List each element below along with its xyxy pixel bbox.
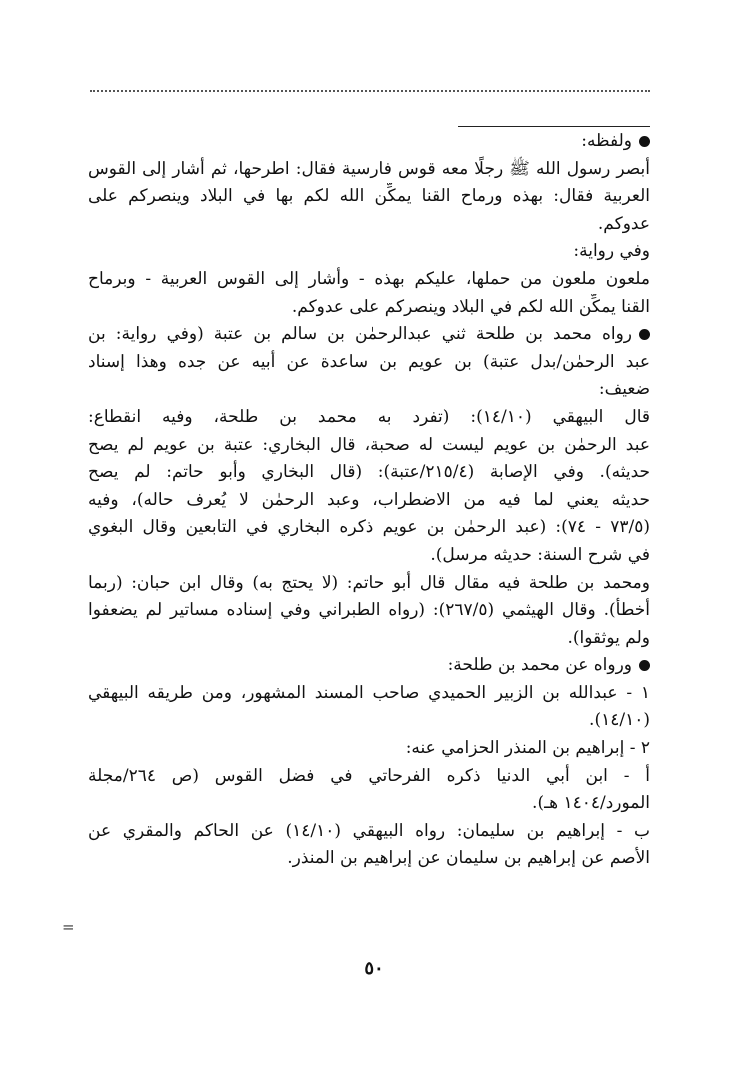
- text-line: [88, 652, 650, 680]
- text-line: [88, 294, 650, 322]
- side-mark: =: [62, 918, 75, 936]
- text-line: [88, 211, 650, 239]
- bullet-icon: [639, 660, 650, 671]
- bullet-icon: [639, 136, 650, 147]
- text-line: [88, 542, 650, 570]
- text-line: [88, 128, 650, 156]
- line-text: (٧٣/٥ - ٧٤): (عبد الرحمٰن بن عويم ذكره البخاري في التابعين وقال البغوي: [88, 517, 650, 538]
- line-text: ١ - عبدالله بن الزبير الحميدي صاحب المسند المشهور، ومن طريقه البيهقي: [88, 682, 650, 703]
- text-line: [88, 707, 650, 735]
- line-text: عدوكم.: [597, 213, 650, 234]
- text-line: [88, 487, 650, 515]
- line-text: القنا يمكِّن الله لكم في البلاد وينصركم على عدوكم.: [291, 296, 650, 317]
- line-text: ورواه عن محمد بن طلحة:: [447, 655, 632, 676]
- text-line: [88, 790, 650, 818]
- line-text: عبد الرحمٰن/بدل عتبة) بن عويم بن ساعدة عن أبيه عن جده وهذا إسناد: [88, 351, 650, 372]
- line-text: أخطأ). وقال الهيثمي (٢٦٧/٥): (رواه الطبراني وفي إسناده مساتير لم يضعفوا: [88, 600, 650, 621]
- short-rule: [458, 126, 650, 127]
- line-text: الأصم عن إبراهيم بن سليمان عن إبراهيم بن المنذر.: [287, 848, 650, 869]
- line-text: ضعيف:: [598, 379, 650, 400]
- line-text: المورد/١٤٠٤ هـ).: [532, 793, 650, 814]
- body-text: [88, 128, 650, 873]
- line-text: ومحمد بن طلحة فيه مقال قال أبو حاتم: (لا يحتج به) وقال ابن حبان: (ربما: [88, 572, 650, 593]
- text-line: [88, 376, 650, 404]
- text-line: [88, 818, 650, 846]
- dotted-rule: [90, 90, 650, 92]
- line-text: حديثه). وفي الإصابة (٢١٥/٤/عتبة): (قال البخاري وأبو حاتم: لم يصح: [88, 462, 650, 483]
- line-text: العربية فقال: بهذه ورماح القنا يمكِّن الله لكم بها في البلاد وينصركم على: [88, 186, 650, 207]
- line-text: (١٤/١٠).: [589, 710, 650, 731]
- line-text: عبد الرحمٰن بن عويم ليست له صحبة، قال البخاري: عتبة بن عويم لم يصح: [88, 434, 650, 455]
- line-text: قال البيهقي (١٤/١٠): (تفرد به محمد بن طلحة، وفيه انقطاع:: [88, 406, 650, 427]
- text-line: [88, 735, 650, 763]
- text-line: [88, 763, 650, 791]
- text-line: [88, 238, 650, 266]
- text-line: [88, 156, 650, 184]
- text-line: [88, 432, 650, 460]
- line-text: رواه محمد بن طلحة ثني عبدالرحمٰن بن سالم بن عتبة (وفي رواية: بن: [88, 324, 632, 345]
- text-line: [88, 570, 650, 598]
- bullet-icon: [639, 329, 650, 340]
- line-text: ملعون ملعون من حملها، عليكم بهذه - وأشار إلى القوس العربية - وبرماح: [88, 268, 650, 289]
- line-text: وفي رواية:: [573, 241, 650, 262]
- text-line: [88, 597, 650, 625]
- text-line: [88, 459, 650, 487]
- line-text: ولم يوثقوا).: [567, 627, 650, 648]
- text-line: [88, 845, 650, 873]
- text-line: [88, 266, 650, 294]
- text-line: [88, 625, 650, 653]
- line-text: أ - ابن أبي الدنيا ذكره الفرحاتي في فضل القوس (ص ٢٦٤/مجلة: [88, 765, 650, 786]
- text-line: [88, 514, 650, 542]
- text-line: [88, 349, 650, 377]
- text-line: [88, 404, 650, 432]
- line-text: ٢ - إبراهيم بن المنذر الحزامي عنه:: [405, 738, 650, 759]
- line-text: ولفظه:: [581, 131, 632, 151]
- page-number: ٥٠: [364, 958, 384, 979]
- text-line: [88, 680, 650, 708]
- line-text: في شرح السنة: حديثه مرسل).: [430, 544, 650, 565]
- line-text: أبصر رسول الله ﷺ رجلًا معه قوس فارسية فقال: اطرحها، ثم أشار إلى القوس: [88, 158, 650, 179]
- text-line: [88, 183, 650, 211]
- line-text: ب - إبراهيم بن سليمان: رواه البيهقي (١٤/١٠) عن الحاكم والمقري عن: [88, 820, 650, 841]
- text-line: [88, 321, 650, 349]
- line-text: حديثه يعني لما فيه من الاضطراب، وعبد الرحمٰن لا يُعرف حاله)، وفيه: [88, 489, 650, 510]
